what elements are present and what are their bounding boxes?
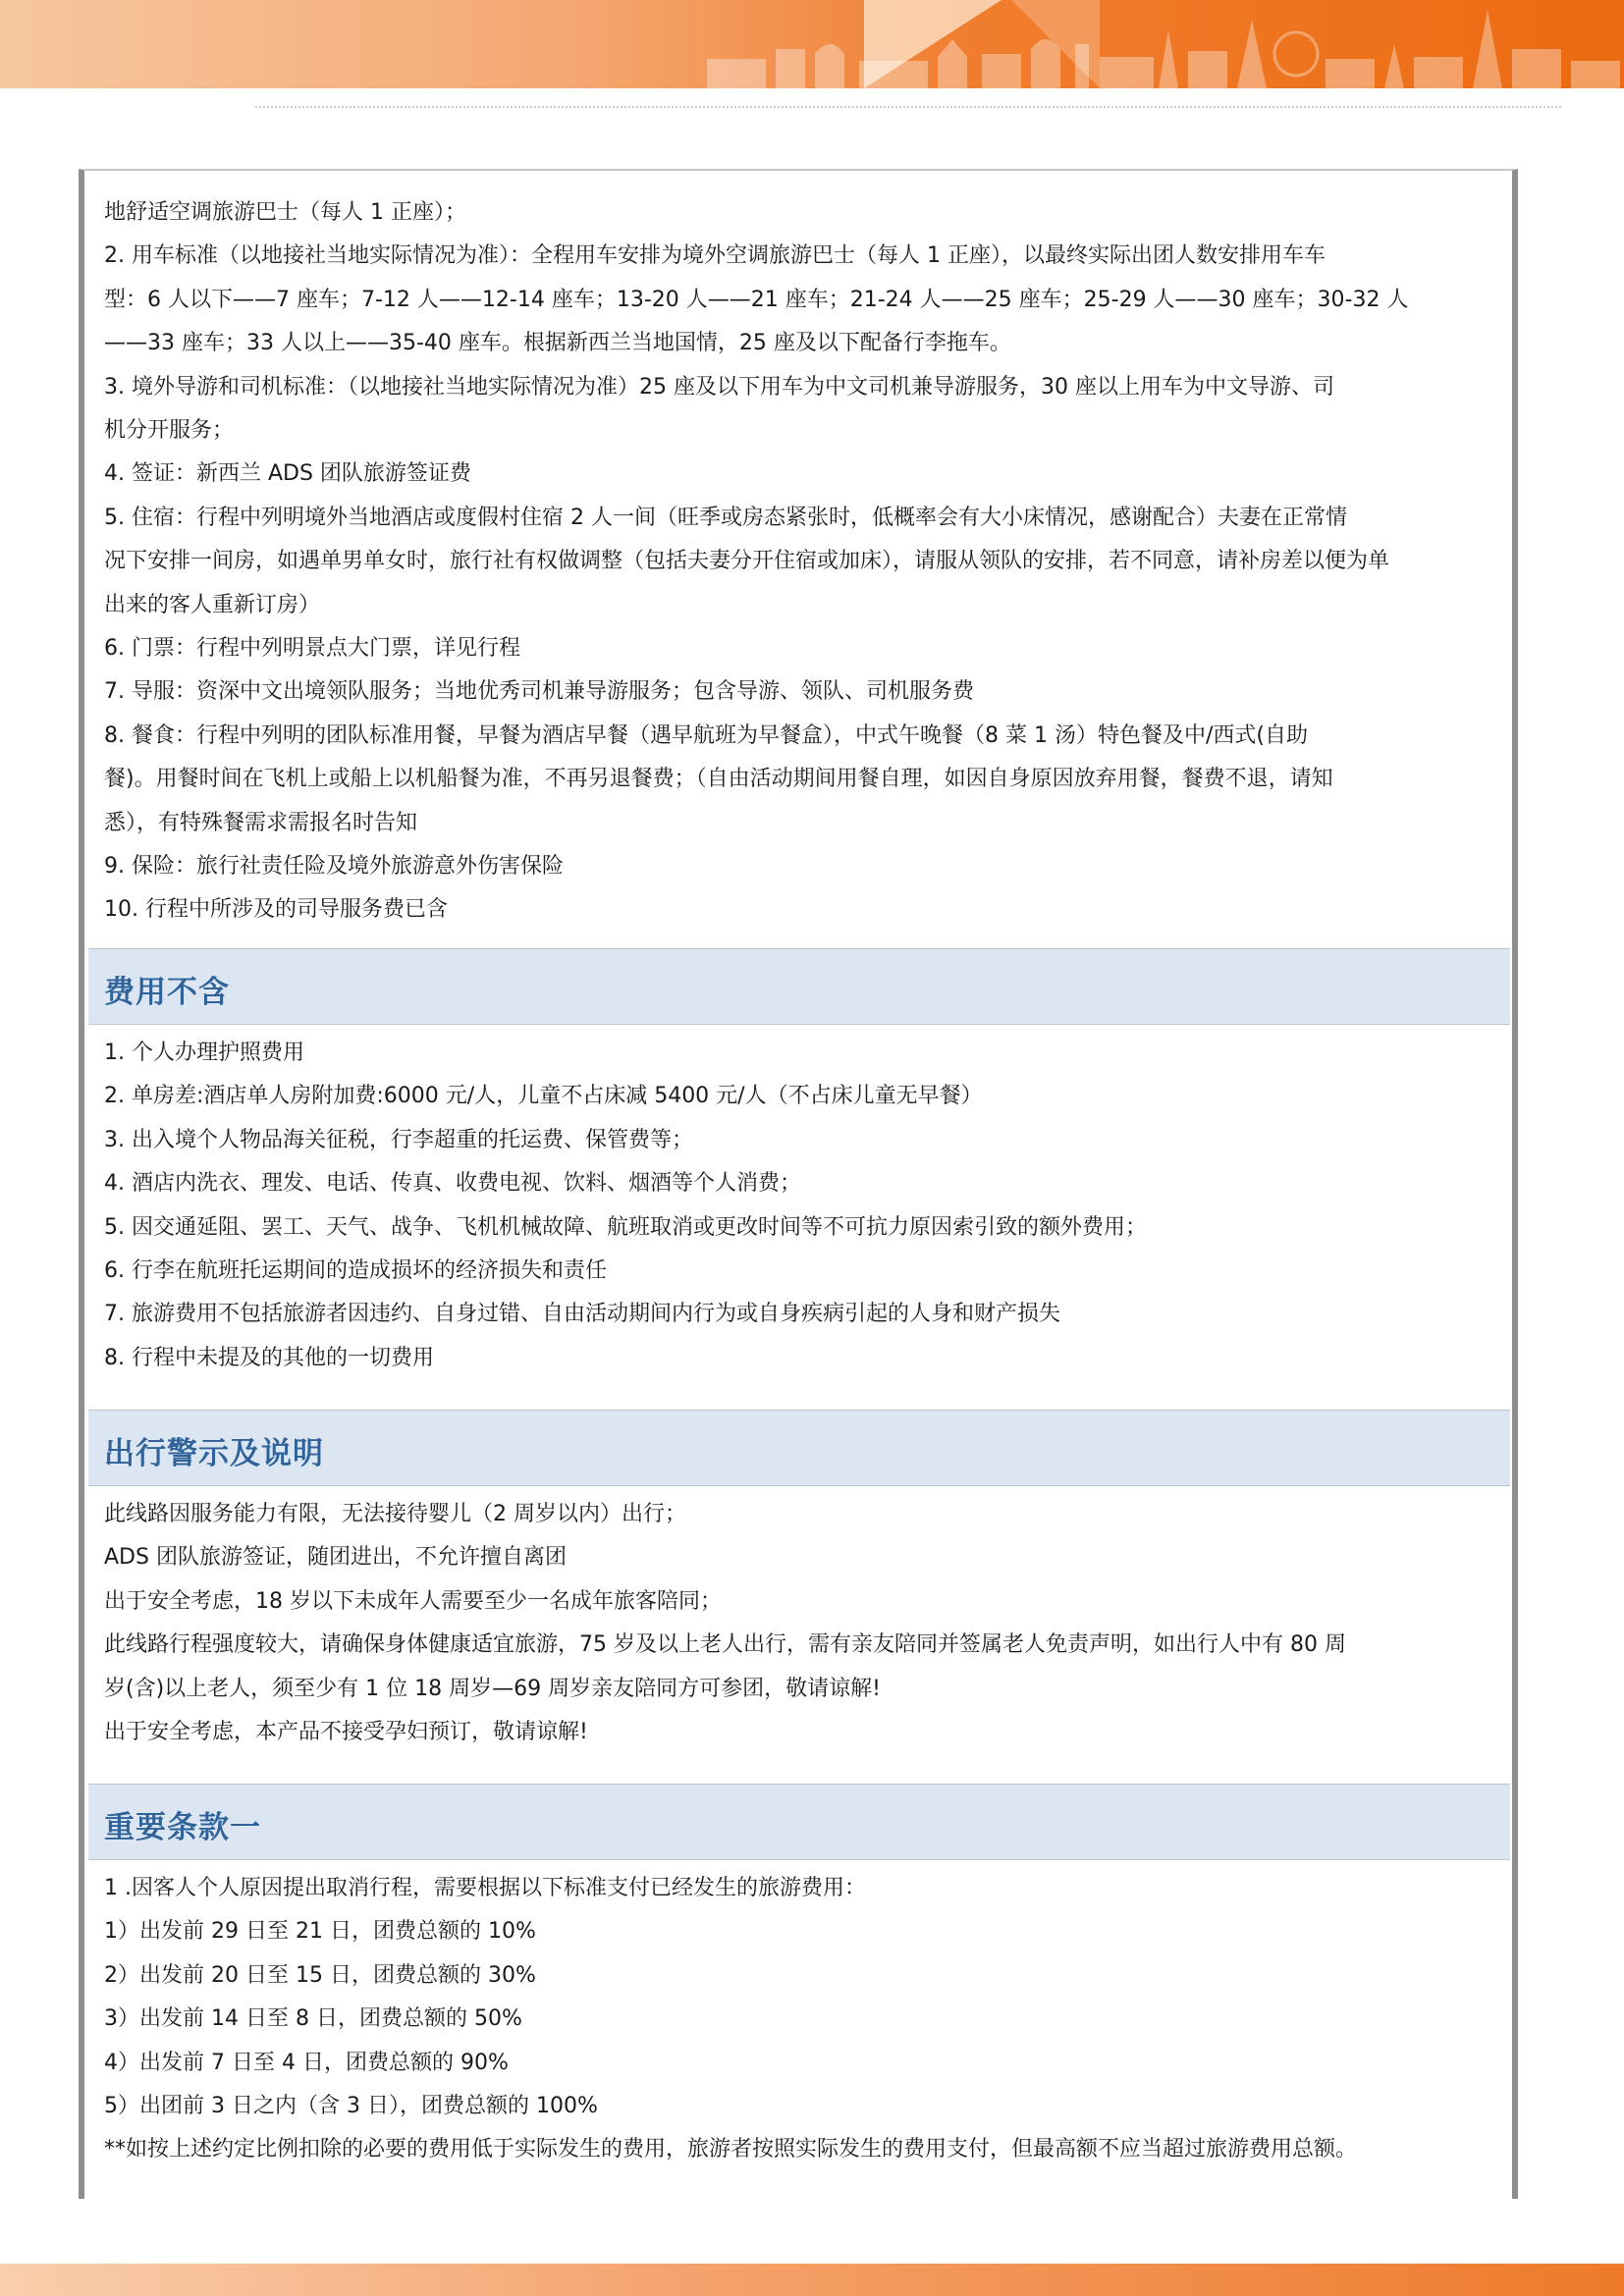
fee-includes-line: 2. 用车标准（以地接社当地实际情况为准）：全程用车安排为境外空调旅游巴士（每人 1 正座），以最终实际出团人数安排用车车 bbox=[104, 243, 1326, 269]
section-line: 2）出发前 20 日至 15 日，团费总额的 30% bbox=[104, 1962, 536, 1988]
content-frame bbox=[79, 169, 1518, 2199]
section-line: 5）出团前 3 日之内（含 3 日），团费总额的 100% bbox=[104, 2094, 598, 2118]
footer-banner bbox=[0, 2264, 1624, 2296]
section-line: 5. 因交通延阻、罢工、天气、战争、飞机机械故障、航班取消或更改时间等不可抗力原因索引致的额外费用； bbox=[104, 1214, 1147, 1240]
section-header bbox=[88, 948, 1510, 1025]
section-line: 3）出发前 14 日至 8 日，团费总额的 50% bbox=[104, 2006, 522, 2032]
section-line: 1. 个人办理护照费用 bbox=[104, 1041, 304, 1065]
section-title: 费用不含 bbox=[104, 975, 230, 1010]
fee-includes-line: ——33 座车；33 人以上——35-40 座车。根据新西兰当地国情，25 座及以下配备行李拖车。 bbox=[104, 331, 1011, 356]
section-line: ADS 团队旅游签证，随团进出，不允许擅自离团 bbox=[104, 1545, 567, 1571]
section-line: 岁(含)以上老人，须至少有 1 位 18 周岁—69 周岁亲友陪同方可参团，敬请谅解! bbox=[104, 1676, 881, 1701]
section-line: 此线路因服务能力有限，无法接待婴儿（2 周岁以内）出行； bbox=[104, 1502, 686, 1526]
fee-includes-line: 况下安排一间房，如遇单男单女时，旅行社有权做调整（包括夫妻分开住宿或加床），请服从领队的安排，若不同意，请补房差以便为单 bbox=[104, 549, 1390, 574]
city-skyline-illustration bbox=[687, 0, 1624, 88]
section-line: 3. 出入境个人物品海关征税，行李超重的托运费、保管费等； bbox=[104, 1127, 693, 1152]
fee-includes-line: 5. 住宿：行程中列明境外当地酒店或度假村住宿 2 人一间（旺季或房态紧张时，低概率会有大小床情况，感谢配合）夫妻在正常情 bbox=[104, 505, 1347, 530]
fee-includes-line: 3. 境外导游和司机标准：（以地接社当地实际情况为准）25 座及以下用车为中文司机兼导游服务，30 座以上用车为中文导游、司 bbox=[104, 374, 1334, 400]
section-line: 2. 单房差:酒店单人房附加费:6000 元/人，儿童不占床减 5400 元/人（不占床儿童无早餐） bbox=[104, 1084, 983, 1109]
section-line: 4）出发前 7 日至 4 日，团费总额的 90% bbox=[104, 2050, 509, 2075]
section-line: 4. 酒店内洗衣、理发、电话、传真、收费电视、饮料、烟酒等个人消费； bbox=[104, 1171, 801, 1197]
section-header bbox=[88, 1410, 1510, 1486]
fee-includes-line: 6. 门票：行程中列明景点大门票，详见行程 bbox=[104, 636, 520, 661]
section-title: 出行警示及说明 bbox=[104, 1436, 324, 1471]
fee-includes-line: 10. 行程中所涉及的司导服务费已含 bbox=[104, 897, 448, 923]
fee-includes-line: 机分开服务； bbox=[104, 418, 235, 443]
fee-includes-line: 9. 保险：旅行社责任险及境外旅游意外伤害保险 bbox=[104, 854, 564, 879]
fee-includes-line: 8. 餐食：行程中列明的团队标准用餐，早餐为酒店早餐（遇早航班为早餐盒），中式午晚餐（8 菜 1 汤）特色餐及中/西式(自助 bbox=[104, 722, 1308, 748]
header-divider bbox=[255, 106, 1561, 108]
section-line: **如按上述约定比例扣除的必要的费用低于实际发生的费用，旅游者按照实际发生的费用支付，但最高额不应当超过旅游费用总额。 bbox=[104, 2137, 1358, 2163]
fee-includes-line: 7. 导服：资深中文出境领队服务；当地优秀司机兼导游服务；包含导游、领队、司机服务费 bbox=[104, 679, 974, 705]
fee-includes-line: 型：6 人以下——7 座车；7-12 人——12-14 座车；13-20 人——21 座车；21-24 人——25 座车；25-29 人——30 座车；30-32 人 bbox=[104, 287, 1409, 312]
section-header bbox=[88, 1784, 1510, 1860]
section-title: 重要条款一 bbox=[104, 1810, 261, 1845]
section-line: 7. 旅游费用不包括旅游者因违约、自身过错、自由活动期间内行为或自身疾病引起的人身和财产损失 bbox=[104, 1302, 1060, 1327]
fee-includes-line: 4. 签证：新西兰 ADS 团队旅游签证费 bbox=[104, 461, 471, 487]
fee-includes-line: 悉），有特殊餐需求需报名时告知 bbox=[104, 810, 418, 835]
section-line: 6. 行李在航班托运期间的造成损坏的经济损失和责任 bbox=[104, 1258, 607, 1283]
section-line: 出于安全考虑，本产品不接受孕妇预订，敬请谅解! bbox=[104, 1720, 588, 1744]
fee-includes-line: 餐)。用餐时间在飞机上或船上以机船餐为准，不再另退餐费；（自由活动期间用餐自理，如因自身原因放弃用餐，餐费不退，请知 bbox=[104, 767, 1333, 792]
fee-includes-line: 出来的客人重新订房） bbox=[104, 592, 321, 617]
section-line: 出于安全考虑，18 岁以下未成年人需要至少一名成年旅客陪同； bbox=[104, 1588, 722, 1614]
section-line: 此线路行程强度较大，请确保身体健康适宜旅游，75 岁及以上老人出行，需有亲友陪同并签属老人免责声明，如出行人中有 80 周 bbox=[104, 1632, 1346, 1658]
section-line: 1 .因客人个人原因提出取消行程，需要根据以下标准支付已经发生的旅游费用： bbox=[104, 1876, 866, 1900]
section-line: 1）出发前 29 日至 21 日，团费总额的 10% bbox=[104, 1919, 536, 1945]
header-banner bbox=[0, 0, 1624, 88]
fee-includes-line: 地舒适空调旅游巴士（每人 1 正座）； bbox=[104, 200, 466, 225]
section-line: 8. 行程中未提及的其他的一切费用 bbox=[104, 1345, 434, 1370]
